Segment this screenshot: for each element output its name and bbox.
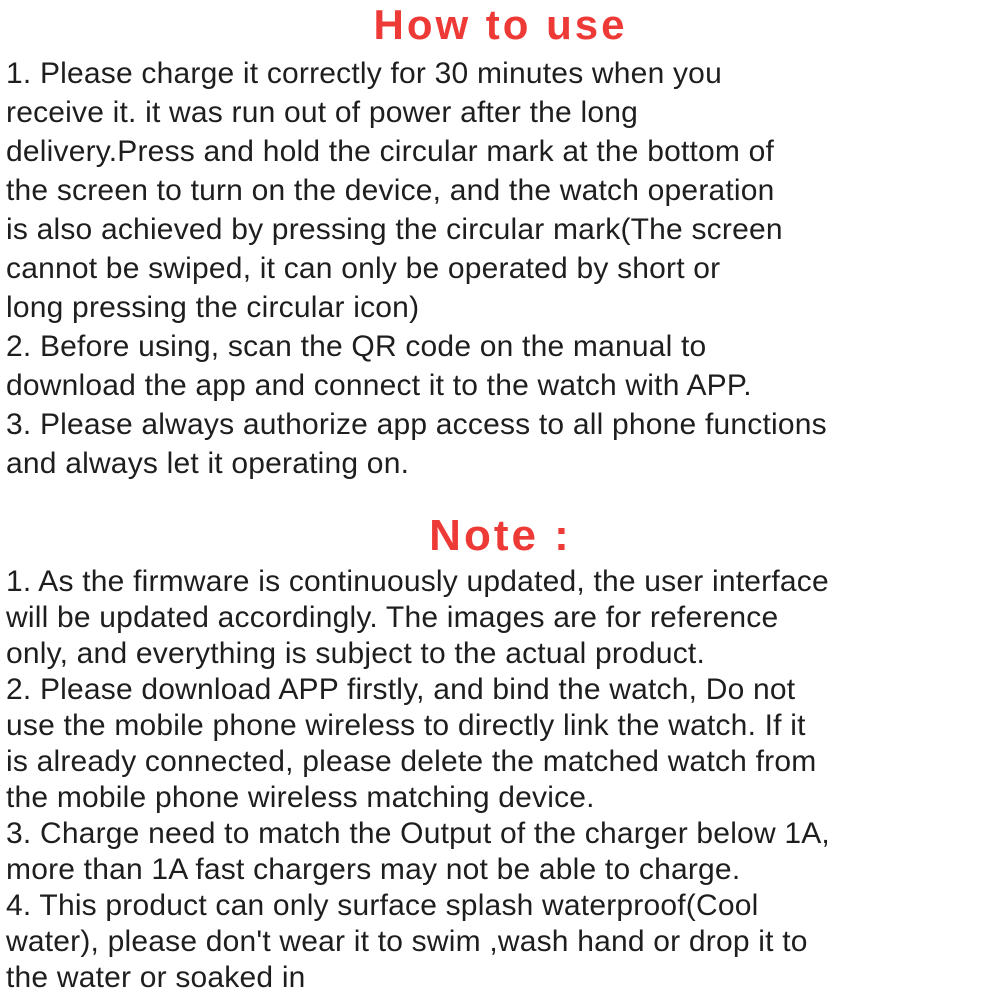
text-line: only, and everything is subject to the actual product. bbox=[6, 637, 705, 670]
text-line: 3. Please always authorize app access to all phone functions bbox=[6, 408, 827, 441]
how-to-use-heading: How to use bbox=[373, 1, 628, 48]
text-line: the water or soaked in bbox=[6, 961, 306, 994]
text-line: 2. Before using, scan the QR code on the manual to bbox=[6, 330, 707, 363]
text-line: water), please don't wear it to swim ,wash hand or drop it to bbox=[6, 925, 808, 958]
note-heading: Note : bbox=[429, 511, 572, 560]
text-line: will be updated accordingly. The images are for reference bbox=[6, 601, 779, 634]
text-line: the mobile phone wireless matching device. bbox=[6, 781, 595, 814]
note-text bbox=[6, 564, 995, 996]
text-line: 1. Please charge it correctly for 30 minutes when you bbox=[6, 57, 722, 90]
text-line: 2. Please download APP firstly, and bind the watch, Do not bbox=[6, 673, 796, 706]
text-line: cannot be swiped, it can only be operated by short or bbox=[6, 252, 721, 285]
text-line: receive it. it was run out of power after the long bbox=[6, 96, 638, 129]
text-line: 4. This product can only surface splash waterproof(Cool bbox=[6, 889, 759, 922]
text-line: delivery.Press and hold the circular mark at the bottom of bbox=[6, 135, 775, 168]
text-line: is already connected, please delete the matched watch from bbox=[6, 745, 817, 778]
text-line: long pressing the circular icon) bbox=[6, 291, 420, 324]
text-line: is also achieved by pressing the circular mark(The screen bbox=[6, 213, 783, 246]
text-line: more than 1A fast chargers may not be able to charge. bbox=[6, 853, 741, 886]
text-line: 3. Charge need to match the Output of the charger below 1A, bbox=[6, 817, 830, 850]
text-line: 1. As the firmware is continuously updated, the user interface bbox=[6, 565, 829, 598]
how-to-use-text bbox=[6, 54, 995, 483]
section-how-to-use bbox=[6, 0, 995, 483]
text-line: use the mobile phone wireless to directly link the watch. If it bbox=[6, 709, 806, 742]
text-line: download the app and connect it to the watch with APP. bbox=[6, 369, 752, 402]
text-line: and always let it operating on. bbox=[6, 447, 410, 480]
text-line: the screen to turn on the device, and the watch operation bbox=[6, 174, 775, 207]
section-note bbox=[6, 510, 995, 996]
